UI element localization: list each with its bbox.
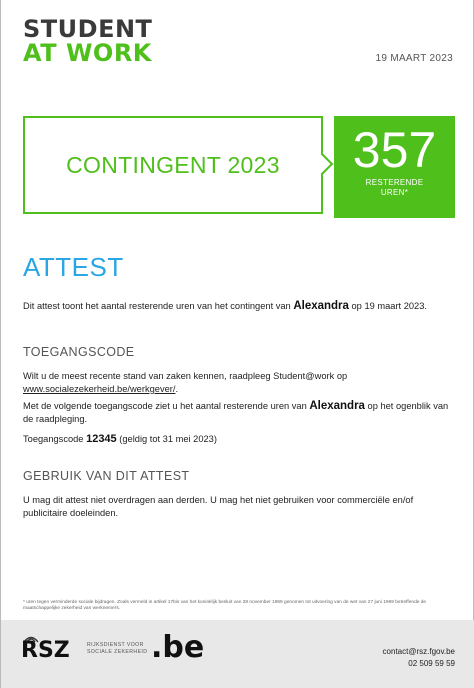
access-paragraph-1 [23,370,453,396]
contact-email[interactable]: contact@rsz.fgov.be [382,647,455,656]
access-p2-end: op het ogenblik van de raadpleging. [23,401,449,424]
remaining-hours-label-2: UREN* [380,188,409,197]
access-code-label: Toegangscode [23,434,84,444]
contingent-banner [23,116,323,214]
access-paragraph-2 [23,400,453,426]
access-p1-text: Wilt u de meest recente stand van zaken kennen, raadpleeg Student@work op [23,371,348,381]
usage-heading: GEBRUIK VAN DIT ATTEST [23,469,190,483]
access-p1-end: . [175,384,179,394]
remaining-hours-value: 357 [352,122,437,178]
attest-title: ATTEST [23,252,124,282]
document-date: 19 MAART 2023 [375,53,453,64]
contact-phone: 02 509 59 59 [408,659,455,668]
student-at-work-logo [23,17,152,65]
access-p2-text: Met de volgende toegangscode ziet u het aantal resterende uren van [23,401,310,411]
rsz-logo: RSZ [21,638,70,663]
remaining-hours-label-1: RESTERENDE [365,178,424,187]
access-code-heading: TOEGANGSCODE [23,345,135,359]
attest-intro-date: op 19 maart 2023. [351,301,427,311]
attest-intro [23,300,453,313]
be-logo: .be [151,630,205,665]
access-code-validity: (geldig tot 31 mei 2023) [119,434,217,444]
rsz-subtitle: RIJKSDIENST VOOR SOCIALE ZEKERHEID [87,642,148,655]
socialezekerheid-link[interactable]: www.socialezekerheid.be/werkgever/ [23,384,176,394]
usage-text: U mag dit attest niet overdragen aan derden. U mag het niet gebruiken voor commerciële en/of publicitaire doeleinden. [23,495,414,518]
remaining-hours-counter [334,116,455,218]
footer [1,620,474,688]
attest-intro-text: Dit attest toont het aantal resterende uren van het contingent van [23,301,294,311]
access-code-line [23,433,453,446]
student-name: Alexandra [293,300,349,312]
access-code-value: 12345 [86,433,117,445]
student-name-2: Alexandra [309,400,365,412]
logo-line-2: AT WORK [23,39,152,67]
contact-block [383,646,455,670]
logo-line-1: STUDENT [23,15,153,43]
footnote: * uren tegen verminderde sociale bijdragen. Zoals vermeld in artikel 17bis van het koninklijk besluit van 28 november 1969 genomen tot uitvoering van de wet van 27 juni 1969 betreffende de maatschappelijke zekerheid van werknemers. [23,600,427,611]
banner-title: CONTINGENT 2023 [66,151,280,178]
